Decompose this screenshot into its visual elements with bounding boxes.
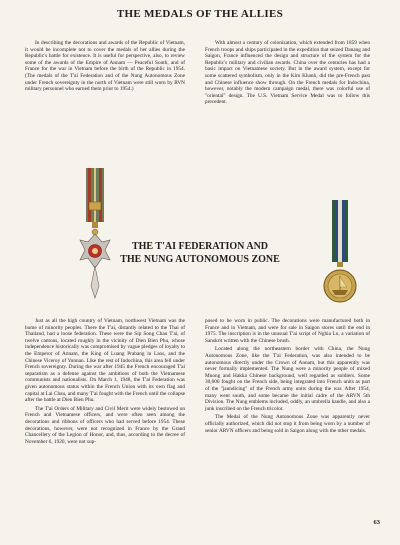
body-left-column <box>25 318 185 447</box>
section-heading-line-2: THE NUNG AUTONOMOUS ZONE <box>120 254 280 265</box>
tai-order-medal-image <box>75 168 115 308</box>
body-paragraph-left-2: The T'ai Orders of Military and Civil Merit were widely bestowed on French and Vietnamese officers, and were often seen among the decorations and ribbons of officers who had served before 1954. These decorations, however, were not recognized in France by the Grand Chancellery of the Legion of Honor, and, thus, according to the decree of November 6, 1920, were not sup- <box>25 405 185 445</box>
intro-left-column <box>25 40 185 95</box>
section-heading <box>90 240 310 266</box>
body-paragraph-right-2: Located along the northeastern border with China, the Nung Autonomous Zone, like the T'ai Federation, was also intended to be autonomous directly under the Crown of Annam, but this apparently was never formally implemented. The Nung were a minority people of mixed Muong and Hakka Chinese background, well regarded as soldiers. Some 30,000 fought on the French side, being integrated into French units as part of the "jaundicing" of the French army units during the war. After 1954, many went south, and some became the initial cadre of the ARVN 5th Division. The Nung emblems included, oddly, an umbrella handle, and also a junk inscribed on the French tricolor. <box>205 346 370 412</box>
intro-paragraph-right: With almost a century of colonization, which extended from 1859 when French troops and ships participated in the expedition that seized Danang and Saigon, France influenced the design and structure of the system for the Republic's military and civilian awards. China over the centuries has had a basic impact on Vietnamese society. But in the award system, except for some scattered symbolism, only in the Kim Khanh, did the pre-French past and Chinese influence show through. On the French medals for Indochina, however, notably the modern campaign medal, there was colorful use of "oriental" design. The U.S. Vietnam Service Medal was to follow this precedent. <box>205 40 370 106</box>
body-right-column <box>205 318 370 436</box>
nung-zone-medal-image <box>320 200 360 320</box>
page-number: 63 <box>373 519 380 526</box>
body-paragraph-left-1: Just as all the high country of Vietnam, northwest Vietnam was the home of minority peoples. There the T'ai, distantly related to the Thai of Thailand, had a loose federation. These were the Sip Song Chau T'ai, of twelve cantons, located roughly in the vicinity of Dien Bien Phu, whose independence historically was compromised by vague pledges of loyalty to the Emperor of Annam, the King of Luang Prabang in Laos, and the Chinese Viceroy of Yunnan. Like the rest of Indochina, this area fell under French sovereignty. During the war after 1945 the French encouraged T'ai separatism as a defense against the ambitions of both the Vietnamese communists and nationalists. On March 1, 1948, the T'ai Federation was given autonomous status within the French Union with its own flag and capital at Lai Chau, and many T'ai fought with the French until the collapse after the battle at Dien Bien Phu. <box>25 318 186 404</box>
page-title: THE MEDALS OF THE ALLIES <box>116 8 284 20</box>
body-paragraph-right-1: posed to be worn in public. The decorations were manufactured both in France and in Vietnam, and were for sale in Saigon stores until the end in 1975. The inscription is in the unusual T'ai script of Nghia Lo, a variation of Sanskrit written with the Chinese brush. <box>205 318 370 344</box>
body-paragraph-right-3: The Medal of the Nung Autonomous Zone was apparently never officially authorized, which did not stop it from being worn by a number of senior ARVN officers and being sold in Saigon along with the other medals. <box>205 414 370 434</box>
intro-paragraph-left: In describing the decorations and awards of the Republic of Vietnam, it would be incomplete not to cover the medals of her allies during the Republic's battle for existence. It is useful for perspective, also, to review some of the awards of the Empire of Annam — Peaceful South, and of France for the war in Vietnam before the birth of the Republic in 1954. (The medals of the T'ai Federation and of the Nung Autonomous Zone under French sovereignty in the north of Vietnam were still worn by RVN military personnel who earned them prior to 1954.) <box>25 40 185 93</box>
section-heading-line-1: THE T'AI FEDERATION AND <box>131 241 269 252</box>
intro-right-column <box>205 40 370 108</box>
